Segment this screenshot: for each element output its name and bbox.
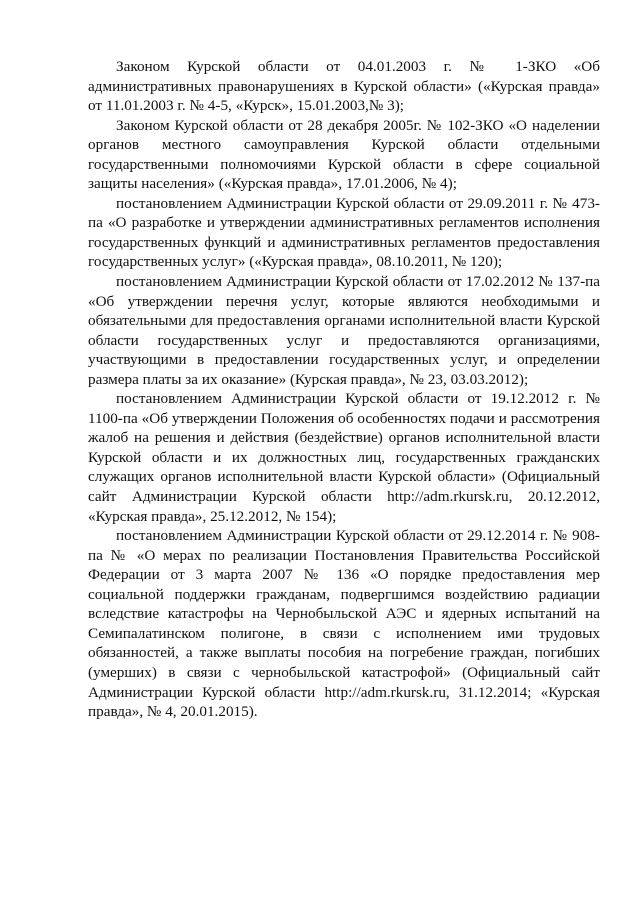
paragraph-resolution-137: постановлением Администрации Курской области от 17.02.2012 № 137-па «Об утверждении перечня услуг, которые являются необходимыми и обязательными для предоставления органами исполнительной власти Курской области государственных услуг и предоставляются организациями, участвующими в предоставлении государственных услуг, и определении размера платы за их оказание» (Курская правда», № 23, 03.03.2012); — [88, 273, 600, 388]
paragraph-resolution-473: постановлением Администрации Курской области от 29.09.2011 г. № 473-па «О разработке и утверждении административных регламентов исполнения государственных функций и административных регламентов предоставления государственных услуг» («Курская правда», 08.10.2011, № 120); — [88, 194, 600, 271]
paragraph-law-state-powers: Законом Курской области от 28 декабря 2005г. № 102-ЗКО «О наделении органов местного самоуправления Курской области отдельными государственными полномочиями Курской области в сфере социальной защиты населения» («Курская правда», 17.01.2006, № 4); — [88, 116, 600, 193]
paragraph-law-administrative-offenses: Законом Курской области от 04.01.2003 г. № 1-ЗКО «Об административных правонарушениях в Курской области» («Курская правда» от 11.01.2003 г. № 4-5, «Курск», 15.01.2003,№ 3); — [88, 58, 600, 115]
paragraph-resolution-1100: постановлением Администрации Курской области от 19.12.2012 г. № 1100-па «Об утверждении Положения об особенностях подачи и рассмотрения жалоб на решения и действия (бездействие) органов исполнительной власти Курской области и их должностных лиц, государственных гражданских служащих органов исполнительной власти Курской области» (Официальный сайт Администрации Курской области http://adm.rkursk.ru, 20.12.2012, «Курская правда», 25.12.2012, № 154); — [88, 390, 600, 525]
document-body — [88, 57, 600, 722]
paragraph-resolution-908: постановлением Администрации Курской области от 29.12.2014 г. № 908-па № «О мерах по реализации Постановления Правительства Российской Федерации от 3 марта 2007 № 136 «О порядке предоставления мер социальной поддержки гражданам, подвергшимся воздействию радиации вследствие катастрофы на Чернобыльской АЭС и ядерных испытаний на Семипалатинском полигоне, в связи с исполнением ими трудовых обязанностей, а также выплаты пособия на погребение граждан, погибших (умерших) в связи с чернобыльской катастрофой» (Официальный сайт Администрации Курской области http://adm.rkursk.ru, 31.12.2014; «Курская правда», № 4, 20.01.2015). — [88, 527, 600, 721]
